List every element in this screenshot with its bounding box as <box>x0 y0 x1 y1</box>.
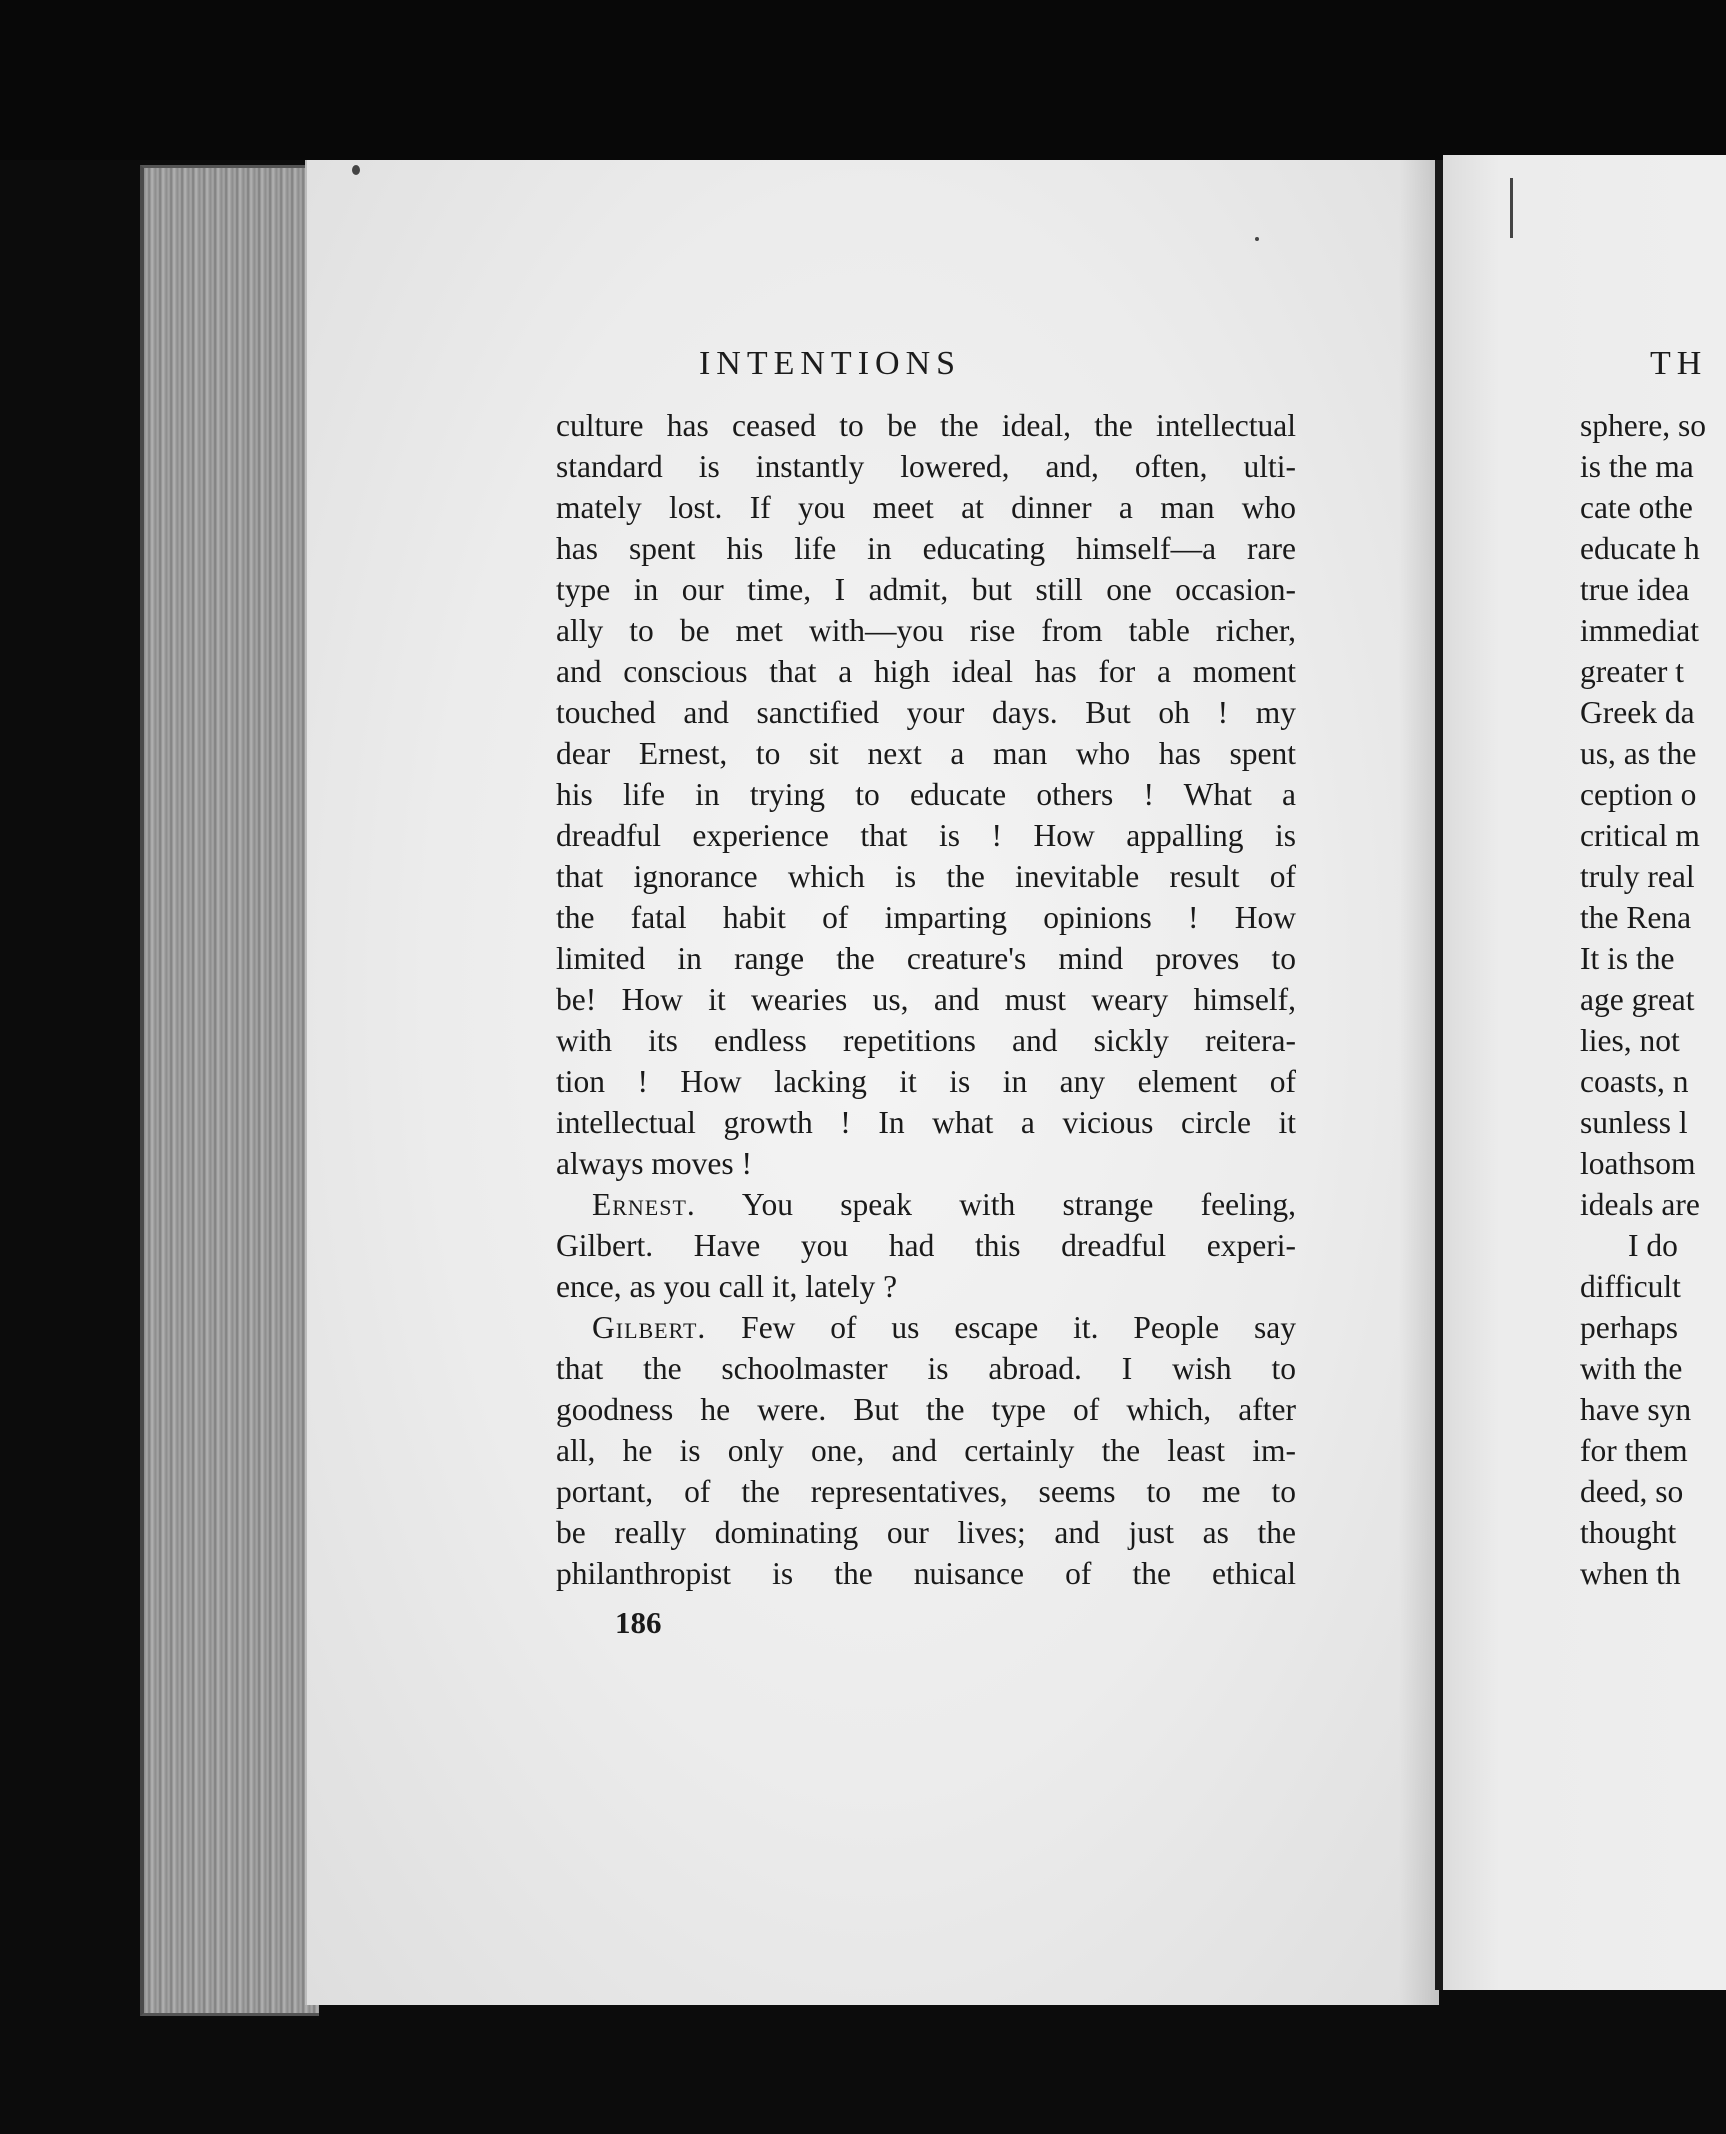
text-line <box>556 446 1296 487</box>
line-text: limited in range the creature's mind proves to <box>556 941 1296 976</box>
body-text <box>556 405 1296 1594</box>
line-text: standard is instantly lowered, and, often, ulti- <box>556 449 1296 484</box>
facing-text-line: coasts, n <box>1580 1064 1689 1099</box>
facing-text-line: perhaps <box>1580 1310 1678 1345</box>
text-line <box>556 979 1296 1020</box>
line-text: has spent his life in educating himself—a rare <box>556 531 1296 566</box>
line-text: ence, as you call it, lately ? <box>556 1269 898 1304</box>
text-line <box>556 569 1296 610</box>
facing-text-line: true idea <box>1580 572 1690 607</box>
text-line <box>556 897 1296 938</box>
facing-text-line: thought <box>1580 1515 1677 1550</box>
scan-background <box>0 0 1726 160</box>
facing-text-line: the Rena <box>1580 900 1692 935</box>
text-line <box>556 1307 1296 1348</box>
facing-text-line: us, as the <box>1580 736 1697 771</box>
line-text: all, he is only one, and certainly the least im- <box>556 1433 1296 1468</box>
text-line <box>556 1471 1296 1512</box>
line-text: dear Ernest, to sit next a man who has spent <box>556 736 1296 771</box>
line-text: You speak with strange feeling, <box>695 1187 1296 1222</box>
text-line <box>556 938 1296 979</box>
line-text: always moves ! <box>556 1146 752 1181</box>
text-line <box>556 1143 1296 1184</box>
text-line <box>556 815 1296 856</box>
facing-text-line: greater t <box>1580 654 1685 689</box>
line-text: dreadful experience that is ! How appalling is <box>556 818 1296 853</box>
facing-text-line: ideals are <box>1580 1187 1700 1222</box>
scan-speck <box>352 165 360 175</box>
line-text: ally to be met with—you rise from table richer, <box>556 613 1296 648</box>
text-line <box>556 1020 1296 1061</box>
text-line <box>556 1348 1296 1389</box>
facing-text-line: have syn <box>1580 1392 1692 1427</box>
speaker-name: Gilbert. <box>592 1310 707 1345</box>
text-line <box>556 692 1296 733</box>
scan-speck <box>1510 178 1513 238</box>
facing-text-line: immediat <box>1580 613 1699 648</box>
line-text: philanthropist is the nuisance of the ethical <box>556 1556 1296 1591</box>
line-text: with its endless repetitions and sickly reitera- <box>556 1023 1296 1058</box>
facing-text-line: for them <box>1580 1433 1688 1468</box>
line-text: that ignorance which is the inevitable result of <box>556 859 1296 894</box>
line-text: be! How it wearies us, and must weary himself, <box>556 982 1296 1017</box>
facing-text-line: difficult <box>1580 1269 1681 1304</box>
facing-text-line: sphere, so <box>1580 408 1706 443</box>
text-line <box>556 405 1296 446</box>
line-text: Gilbert. Have you had this dreadful experi- <box>556 1228 1296 1263</box>
facing-text-line: age great <box>1580 982 1695 1017</box>
line-text: portant, of the representatives, seems to me to <box>556 1474 1296 1509</box>
scan-speck <box>1255 237 1259 241</box>
line-text: goodness he were. But the type of which, after <box>556 1392 1296 1427</box>
text-line <box>556 1512 1296 1553</box>
text-line <box>556 1102 1296 1143</box>
facing-text-line: is the ma <box>1580 449 1694 484</box>
line-text: mately lost. If you meet at dinner a man who <box>556 490 1296 525</box>
text-line <box>556 528 1296 569</box>
facing-running-head: TH <box>1650 345 1708 382</box>
line-text: tion ! How lacking it is in any element of <box>556 1064 1296 1099</box>
text-line <box>556 1061 1296 1102</box>
line-text: touched and sanctified your days. But oh ! my <box>556 695 1296 730</box>
facing-text-line: loathsom <box>1580 1146 1696 1181</box>
text-line <box>556 1266 1296 1307</box>
text-line <box>556 856 1296 897</box>
text-line <box>556 774 1296 815</box>
line-text: culture has ceased to be the ideal, the intellectual <box>556 408 1296 443</box>
text-line <box>556 1184 1296 1225</box>
line-text: Few of us escape it. People say <box>706 1310 1296 1345</box>
facing-text-line: Greek da <box>1580 695 1695 730</box>
facing-text-line: ception o <box>1580 777 1697 812</box>
facing-text-line: cate othe <box>1580 490 1693 525</box>
text-line <box>556 733 1296 774</box>
facing-text-line: with the <box>1580 1351 1683 1386</box>
facing-text-line: critical m <box>1580 818 1700 853</box>
facing-text-line: when th <box>1580 1556 1681 1591</box>
text-line <box>556 487 1296 528</box>
facing-text-line: truly real <box>1580 859 1695 894</box>
text-line <box>556 651 1296 692</box>
book-page-edges <box>140 165 319 2016</box>
facing-text-line: lies, not <box>1580 1023 1680 1058</box>
book-gutter <box>1435 160 1443 1990</box>
facing-text-line: sunless l <box>1580 1105 1688 1140</box>
facing-text-line: I do <box>1628 1228 1678 1263</box>
line-text: type in our time, I admit, but still one occasion- <box>556 572 1296 607</box>
text-line <box>556 610 1296 651</box>
line-text: be really dominating our lives; and just as the <box>556 1515 1296 1550</box>
facing-page-text <box>1580 405 1726 1594</box>
facing-text-line: educate h <box>1580 531 1700 566</box>
text-line <box>556 1553 1296 1594</box>
line-text: intellectual growth ! In what a vicious circle it <box>556 1105 1296 1140</box>
speaker-name: Ernest. <box>592 1187 696 1222</box>
line-text: his life in trying to educate others ! What a <box>556 777 1296 812</box>
facing-text-line: deed, so <box>1580 1474 1684 1509</box>
line-text: the fatal habit of imparting opinions ! How <box>556 900 1296 935</box>
line-text: that the schoolmaster is abroad. I wish to <box>556 1351 1296 1386</box>
line-text: and conscious that a high ideal has for a moment <box>556 654 1296 689</box>
text-line <box>556 1225 1296 1266</box>
facing-text-line: It is the <box>1580 941 1675 976</box>
text-line <box>556 1430 1296 1471</box>
page-number: 186 <box>615 1605 662 1640</box>
text-line <box>556 1389 1296 1430</box>
running-head: INTENTIONS <box>698 345 962 382</box>
